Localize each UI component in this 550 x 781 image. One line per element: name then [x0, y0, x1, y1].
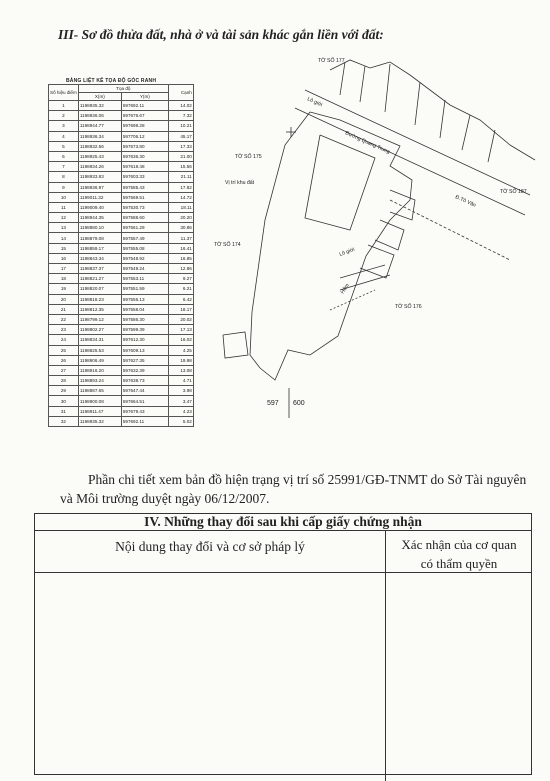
cell-point: 17: [49, 264, 79, 274]
cell-edge: 14.72: [168, 192, 193, 202]
parcel-map: [190, 50, 540, 420]
cell-x: 1199011.32: [78, 192, 121, 202]
cell-edge: 16.85: [168, 253, 193, 263]
table-row: [49, 202, 194, 212]
map-label-to176: TỜ SỐ 176: [395, 304, 422, 310]
cell-point: 13: [49, 223, 79, 233]
cell-x: 1198893.24: [78, 376, 121, 386]
cell-point: 15: [49, 243, 79, 253]
cell-y: 597647.44: [121, 386, 168, 396]
cell-point: 5: [49, 141, 79, 151]
cell-y: 597692.11: [121, 416, 168, 426]
table-row: [49, 213, 194, 223]
map-label-to187: TỜ SỐ 187: [500, 189, 527, 195]
cell-edge: 4.25: [168, 345, 193, 355]
section-3-title: III- Sơ đồ thửa đất, nhà ở và tài sản khác gắn liền với đất:: [58, 27, 384, 42]
table-row: [49, 253, 194, 263]
cell-edge: 4.23: [168, 406, 193, 416]
cell-x: 1198933.83: [78, 172, 121, 182]
cell-point: 8: [49, 172, 79, 182]
table-row: [49, 243, 194, 253]
cell-edge: 20.02: [168, 314, 193, 324]
cell-y: 597664.51: [121, 396, 168, 406]
cell-edge: 14.02: [168, 101, 193, 111]
cell-x: 1198944.35: [78, 213, 121, 223]
cell-edge: 10.21: [168, 121, 193, 131]
cell-edge: 6.42: [168, 294, 193, 304]
table-row: [49, 101, 194, 111]
cell-point: 25: [49, 345, 79, 355]
cell-y: 597673.80: [121, 141, 168, 151]
cell-point: 7: [49, 162, 79, 172]
table-row: [49, 151, 194, 161]
cell-y: 597676.67: [121, 111, 168, 121]
cell-point: 20: [49, 294, 79, 304]
table-row: [49, 294, 194, 304]
cell-point: 11: [49, 202, 79, 212]
cell-edge: 21.11: [168, 172, 193, 182]
cell-edge: 5.02: [168, 416, 193, 426]
cell-y: 597627.35: [121, 355, 168, 365]
table-row: [49, 233, 194, 243]
table-row: [49, 274, 194, 284]
cell-edge: 17.13: [168, 325, 193, 335]
cell-x: 1198935.32: [78, 416, 121, 426]
cell-edge: 13.08: [168, 365, 193, 375]
cell-edge: 30.86: [168, 223, 193, 233]
cell-x: 1198887.65: [78, 386, 121, 396]
table-row: [49, 172, 194, 182]
cell-x: 1198880.10: [78, 223, 121, 233]
cell-x: 1198834.31: [78, 335, 121, 345]
cell-x: 1198916.20: [78, 365, 121, 375]
cell-y: 597551.59: [121, 284, 168, 294]
cell-y: 597638.73: [121, 376, 168, 386]
cell-point: 30: [49, 396, 79, 406]
lot-divider: [440, 100, 445, 138]
cell-point: 9: [49, 182, 79, 192]
small-lot: [375, 220, 404, 250]
cell-x: 1198906.49: [78, 355, 121, 365]
cell-x: 1198944.77: [78, 121, 121, 131]
cell-point: 31: [49, 406, 79, 416]
table-row: [49, 416, 194, 426]
cell-y: 597698.28: [121, 121, 168, 131]
cell-edge: 20.20: [168, 213, 193, 223]
cell-point: 10: [49, 192, 79, 202]
cell-y: 597548.92: [121, 253, 168, 263]
table-row: [49, 223, 194, 233]
map-label-street: Hẻm: [339, 282, 351, 296]
cell-x: 1198900.08: [78, 396, 121, 406]
lot-divider: [360, 66, 365, 102]
cell-y: 597549.24: [121, 264, 168, 274]
cell-point: 3: [49, 121, 79, 131]
cell-edge: 17.82: [168, 182, 193, 192]
table-row: [49, 141, 194, 151]
column-divider: [385, 531, 386, 781]
cell-point: 27: [49, 365, 79, 375]
cell-edge: 16.02: [168, 335, 193, 345]
cell-y: 597588.60: [121, 213, 168, 223]
cell-x: 1198799.12: [78, 314, 121, 324]
cell-y: 597706.12: [121, 131, 168, 141]
cell-x: 1198932.56: [78, 141, 121, 151]
header-coord: Tọa độ: [78, 85, 168, 93]
lot-divider: [340, 62, 345, 95]
table-row: [49, 264, 194, 274]
cell-point: 24: [49, 335, 79, 345]
table-row: [49, 376, 194, 386]
cell-x: 1198935.32: [78, 101, 121, 111]
map-grid-right: 600: [293, 400, 305, 407]
cell-edge: 21.00: [168, 151, 193, 161]
cell-y: 597558.04: [121, 304, 168, 314]
coord-table-title: BẢNG LIỆT KÊ TỌA ĐỘ GÓC RANH: [66, 78, 157, 84]
table-row: [49, 192, 194, 202]
cell-x: 1198911.47: [78, 406, 121, 416]
col-confirm-line2: có thẩm quyền: [420, 556, 498, 571]
cell-edge: 3.98: [168, 386, 193, 396]
cell-x: 1198802.27: [78, 325, 121, 335]
alley-line: [330, 290, 375, 310]
map-label-street: Đ.Tô Văn: [454, 194, 477, 209]
cell-x: 1198821.27: [78, 274, 121, 284]
cell-y: 597530.73: [121, 202, 168, 212]
cell-y: 597553.11: [121, 274, 168, 284]
table-row: [49, 365, 194, 375]
cell-x: 1198820.07: [78, 284, 121, 294]
cell-y: 597586.30: [121, 314, 168, 324]
map-label-to175: TỜ SỐ 175: [235, 154, 262, 160]
cell-y: 597636.30: [121, 151, 168, 161]
cell-x: 1198936.06: [78, 111, 121, 121]
lot-divider: [385, 64, 390, 112]
table-row: [49, 325, 194, 335]
cell-y: 597561.29: [121, 223, 168, 233]
street-edge-line: [390, 200, 510, 260]
table-row: [49, 131, 194, 141]
cell-y: 597632.39: [121, 365, 168, 375]
map-label-street: Lô giới: [306, 96, 324, 109]
cell-edge: 12.86: [168, 264, 193, 274]
lot-divider: [462, 115, 470, 150]
cell-edge: 45.17: [168, 131, 193, 141]
cell-x: 1198879.08: [78, 233, 121, 243]
cell-x: 1198934.26: [78, 162, 121, 172]
cell-point: 4: [49, 131, 79, 141]
cell-point: 23: [49, 325, 79, 335]
cell-point: 1: [49, 101, 79, 111]
cell-x: 1199009.40: [78, 202, 121, 212]
map-label-street: Lô giới: [338, 246, 356, 258]
cell-y: 597612.30: [121, 335, 168, 345]
cell-point: 32: [49, 416, 79, 426]
cell-x: 1198843.34: [78, 253, 121, 263]
cell-edge: 6.21: [168, 284, 193, 294]
cell-y: 597692.11: [121, 101, 168, 111]
cell-edge: 17.33: [168, 141, 193, 151]
col-content-header: Nội dung thay đổi và cơ sở pháp lý: [115, 539, 305, 554]
cell-edge: 4.71: [168, 376, 193, 386]
cell-y: 597569.51: [121, 192, 168, 202]
map-label-street: Đường Quang Trung: [344, 130, 391, 156]
cell-y: 597599.39: [121, 325, 168, 335]
cell-point: 2: [49, 111, 79, 121]
lot-divider: [488, 130, 495, 162]
cell-point: 22: [49, 314, 79, 324]
cell-point: 6: [49, 151, 79, 161]
col-confirm-header: [387, 535, 531, 573]
cell-y: 597618.48: [121, 162, 168, 172]
cell-y: 597585.43: [121, 182, 168, 192]
map-label-to174: TỜ SỐ 174: [214, 242, 241, 248]
cell-x: 1198818.23: [78, 294, 121, 304]
coordinate-table: [48, 84, 194, 427]
cell-x: 1198837.37: [78, 264, 121, 274]
cell-edge: 9.27: [168, 274, 193, 284]
small-lot: [390, 190, 415, 220]
cell-point: 19: [49, 284, 79, 294]
cell-edge: 16.41: [168, 243, 193, 253]
cell-y: 597556.13: [121, 294, 168, 304]
header-point: Số hiệu điểm: [49, 85, 79, 101]
cell-edge: 18.11: [168, 202, 193, 212]
cell-x: 1198812.35: [78, 304, 121, 314]
cell-point: 28: [49, 376, 79, 386]
table-row: [49, 355, 194, 365]
cell-edge: 18.17: [168, 304, 193, 314]
table-row: [49, 396, 194, 406]
cell-point: 21: [49, 304, 79, 314]
map-label-vitri: Vị trí khu đất: [225, 180, 255, 186]
cell-edge: 3.47: [168, 396, 193, 406]
table-row: [49, 335, 194, 345]
cell-point: 16: [49, 253, 79, 263]
cell-y: 597555.08: [121, 243, 168, 253]
cell-x: 1198925.43: [78, 151, 121, 161]
header-edge: Cạnh: [168, 85, 193, 101]
cell-point: 29: [49, 386, 79, 396]
cell-edge: 7.32: [168, 111, 193, 121]
lot-divider: [415, 82, 420, 125]
cell-edge: 19.98: [168, 355, 193, 365]
neighbour-strip: [330, 60, 535, 160]
header-y: Y(m): [121, 93, 168, 101]
table-row: [49, 284, 194, 294]
table-row: [49, 314, 194, 324]
map-grid-left: 597: [267, 400, 279, 407]
small-lot: [360, 245, 394, 278]
map-label-to177: TỜ SỐ 177: [318, 58, 345, 64]
cell-x: 1198859.17: [78, 243, 121, 253]
table-row: [49, 121, 194, 131]
inner-lot: [305, 135, 375, 230]
cell-point: 26: [49, 355, 79, 365]
table-row: [49, 162, 194, 172]
cell-x: 1198936.34: [78, 131, 121, 141]
header-x: X(m): [78, 93, 121, 101]
small-lot: [223, 332, 248, 358]
cell-y: 597603.33: [121, 172, 168, 182]
table-row: [49, 386, 194, 396]
cell-point: 12: [49, 213, 79, 223]
section-4-table: [34, 513, 532, 775]
cell-point: 14: [49, 233, 79, 243]
cell-y: 597557.49: [121, 233, 168, 243]
cell-point: 18: [49, 274, 79, 284]
cell-edge: 15.56: [168, 162, 193, 172]
cell-edge: 11.37: [168, 233, 193, 243]
cell-x: 1198936.97: [78, 182, 121, 192]
table-row: [49, 111, 194, 121]
section-4-title: IV. Những thay đổi sau khi cấp giấy chứng nhận: [35, 514, 531, 531]
cell-y: 597609.13: [121, 345, 168, 355]
table-row: [49, 345, 194, 355]
detail-paragraph: [60, 470, 530, 508]
cell-y: 597679.43: [121, 406, 168, 416]
detail-text: Phần chi tiết xem bản đồ hiện trạng vị trí số 25991/GĐ-TNMT do Sở Tài nguyên và Môi trường duyệt ngày 06/12/2007.: [60, 472, 527, 506]
cell-x: 1198825.53: [78, 345, 121, 355]
table-row: [49, 304, 194, 314]
table-row: [49, 406, 194, 416]
table-row: [49, 182, 194, 192]
col-confirm-line1: Xác nhận của cơ quan: [401, 537, 517, 552]
